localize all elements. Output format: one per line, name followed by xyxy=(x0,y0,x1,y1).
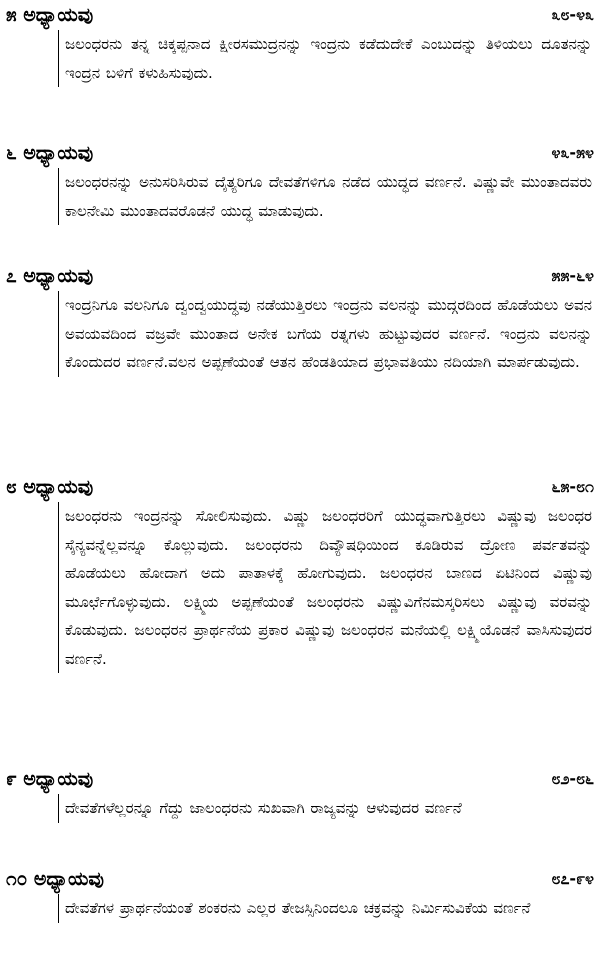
chapter-9-section xyxy=(0,766,600,823)
chapter-summary: ಇಂದ್ರನಿಗೂ ವಲನಿಗೂ ದ್ವಂದ್ವಯುದ್ಧವು ನಡೆಯುತ್ತಿರಲು ಇಂದ್ರನು ವಲನನ್ನು ಮುದ್ಗರದಿಂದ ಹೊಡೆಯಲು ಅವನ ಅವಯವದಿಂದ ವಜ್ರವೇ ಮುಂತಾದ ಅನೇಕ ಬಗೆಯ ರತ್ನಗಳು ಹುಟ್ಟುವುದರ ವರ್ಣನೆ. ಇಂದ್ರನು ವಲನನ್ನು ಕೊಂದುದರ ವರ್ಣನೆ.ವಲನ ಅಪ್ಪಣೆಯಂತೆ ಆತನ ಹೆಂಡತಿಯಾದ ಪ್ರಭಾವತಿಯು ನದಿಯಾಗಿ ಮಾರ್ಪಡುವುದು. xyxy=(58,291,592,377)
chapter-heading-row xyxy=(0,263,600,291)
page-range: ೩೮-೪೩ xyxy=(551,5,594,24)
page-range: ೮೭-೯೪ xyxy=(551,869,594,888)
chapter-10-section xyxy=(0,866,600,923)
chapter-heading: ೬ ಅಧ್ಯಾಯವು xyxy=(6,142,94,164)
chapter-heading-row xyxy=(0,766,600,794)
chapter-heading-row xyxy=(0,866,600,894)
chapter-8-section xyxy=(0,474,600,673)
page-range: ೮೨-೮೬ xyxy=(551,769,594,788)
chapter-summary: ಜಲಂಧರನು ಇಂದ್ರನನ್ನು ಸೋಲಿಸುವುದು. ವಿಷ್ಣು ಜಲಂಧರರಿಗೆ ಯುದ್ಧವಾಗುತ್ತಿರಲು ವಿಷ್ಣುವು ಜಲಂಧರ ಸೈನ್ಯವನ್ನೆಲ್ಲವನ್ನೂ ಕೊಲ್ಲುವುದು. ಜಲಂಧರನು ದಿವ್ಯೌಷಧಿಯಿಂದ ಕೂಡಿರುವ ದ್ರೋಣ ಪರ್ವತವನ್ನು ಹೊಡೆಯಲು ಹೋದಾಗ ಅದು ಪಾತಾಳಕ್ಕೆ ಹೋಗುವುದು. ಜಲಂಧರನ ಬಾಣದ ಏಟಿನಿಂದ ವಿಷ್ಣುವು ಮೂರ್ಛೆಗೊಳ್ಳುವುದು. ಲಕ್ಷ್ಮಿಯ ಅಪ್ಪಣೆಯಂತೆ ಜಲಂಧರನು ವಿಷ್ಣುವಿಗೆನಮಸ್ಕರಿಸಲು ವಿಷ್ಣುವು ವರವನ್ನು ಕೊಡುವುದು. ಜಲಂಧರನ ಪ್ರಾರ್ಥನೆಯ ಪ್ರಕಾರ ವಿಷ್ಣುವು ಜಲಂಧರನ ಮನೆಯಲ್ಲಿ ಲಕ್ಷ್ಮಿಯೊಡನೆ ವಾಸಿಸುವುದರ ವರ್ಣನೆ. xyxy=(58,502,592,673)
page-range: ೪೩-೫೪ xyxy=(551,143,594,162)
chapter-summary: ಜಲಂಧರನು ತನ್ನ ಚಿಕ್ಕಪ್ಪನಾದ ಕ್ಷೀರಸಮುದ್ರನನ್ನು ಇಂದ್ರನು ಕಡೆದುದೇಕೆ ಎಂಬುದನ್ನು ತಿಳಿಯಲು ದೂತನನ್ನು ಇಂದ್ರನ ಬಳಿಗೆ ಕಳುಹಿಸುವುದು. xyxy=(58,30,592,87)
chapter-heading: ೭ ಅಧ್ಯಾಯವು xyxy=(6,265,94,287)
chapter-heading-row xyxy=(0,140,600,168)
chapter-summary: ದೇವತೆಗಳ ಪ್ರಾರ್ಥನೆಯಂತೆ ಶಂಕರನು ಎಲ್ಲರ ತೇಜಸ್ಸಿನಿಂದಲೂ ಚಕ್ರವನ್ನು ನಿರ್ಮಿಸುವಿಕೆಯ ವರ್ಣನೆ xyxy=(58,894,592,923)
chapter-heading-row xyxy=(0,474,600,502)
chapter-heading: ೧೦ ಅಧ್ಯಾಯವು xyxy=(6,868,104,890)
chapter-summary: ಜಲಂಧರನನ್ನು ಅನುಸರಿಸಿರುವ ದೈತ್ಯರಿಗೂ ದೇವತೆಗಳಿಗೂ ನಡೆದ ಯುದ್ಧದ ವರ್ಣನೆ. ವಿಷ್ಣುವೇ ಮುಂತಾದವರು ಕಾಲನೇಮಿ ಮುಂತಾದವರೊಡನೆ ಯುದ್ಧ ಮಾಡುವುದು. xyxy=(58,168,592,225)
chapter-heading: ೫ ಅಧ್ಯಾಯವು xyxy=(6,4,94,26)
chapter-6-section xyxy=(0,140,600,225)
chapter-heading-row xyxy=(0,2,600,30)
chapter-summary: ದೇವತೆಗಳೆಲ್ಲರನ್ನೂ ಗೆದ್ದು ಜಾಲಂಧರನು ಸುಖವಾಗಿ ರಾಜ್ಯವನ್ನು ಆಳುವುದರ ವರ್ಣನೆ xyxy=(58,794,592,823)
chapter-5-section xyxy=(0,2,600,87)
chapter-heading: ೮ ಅಧ್ಯಾಯವು xyxy=(6,476,94,498)
page-range: ೫೫-೬೪ xyxy=(551,266,594,285)
chapter-heading: ೯ ಅಧ್ಯಾಯವು xyxy=(6,768,94,790)
page-range: ೬೫-೮೧ xyxy=(551,477,594,496)
chapter-7-section xyxy=(0,263,600,377)
